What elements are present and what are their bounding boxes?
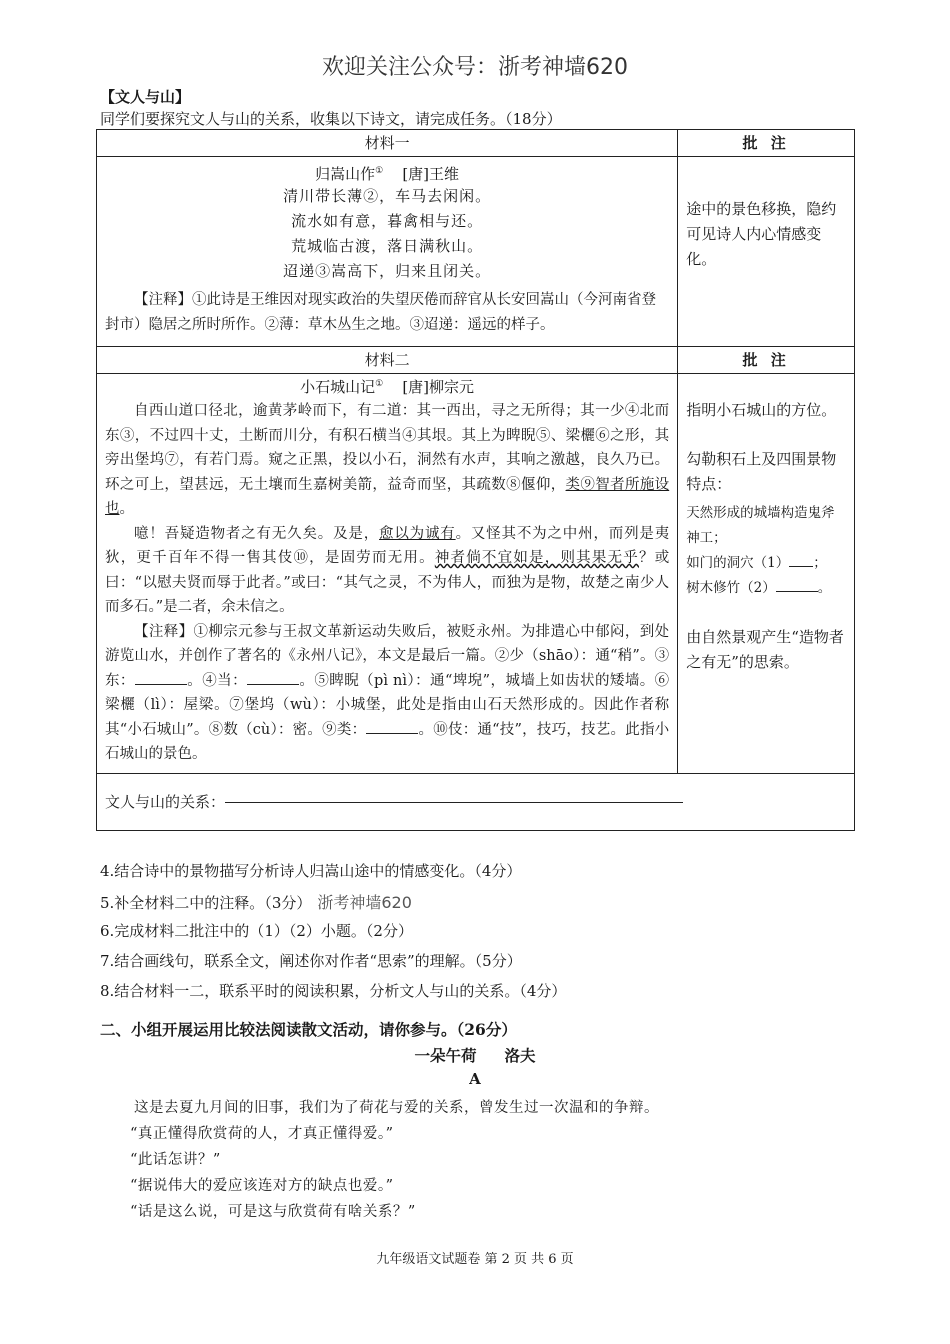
prose-p2-wavy: 神者倘不宜如是，则其果无乎 — [434, 550, 639, 566]
question-8: 8.结合材料一二，联系平时的阅读积累，分析文人与山的关系。（4分） — [100, 982, 567, 1000]
annotation-header-2: 批 注 — [678, 347, 855, 374]
note-blank-3[interactable] — [135, 670, 187, 685]
anno-features: 勾勒积石上及四围景物特点： — [686, 450, 837, 493]
anno-door-end: ； — [813, 555, 827, 571]
page-footer: 九年级语文试题卷 第 2 页 共 6 页 — [376, 1252, 574, 1267]
anno-door — [686, 551, 846, 576]
relation-answer-line[interactable] — [225, 802, 683, 803]
prose-paragraph-2 — [97, 522, 677, 620]
relation-line — [97, 774, 854, 830]
material2-annotation-cell — [678, 374, 855, 774]
anno-trees-end: 。 — [817, 580, 832, 596]
material1-cell — [97, 157, 678, 347]
anno-trees — [686, 576, 846, 601]
essay-line-3: “此话怎讲？” — [130, 1152, 221, 1168]
section-title: 【文人与山】 — [100, 88, 191, 106]
prose-title-mark: ① — [375, 379, 384, 389]
poem-line-1: 清川带长薄②，车马去闲闲。 — [283, 187, 492, 205]
prose-p1-end: 。 — [119, 501, 134, 517]
prose-p2-text-c: ？或曰：“以慰夫贤而辱于此者。”或曰：“其气之灵，不为伟人，而独为是物，故楚之南少人而多石。”是二者，余未信之。 — [105, 550, 670, 615]
essay-title: 一朵午荷 — [414, 1046, 477, 1065]
material1-header: 材料一 — [97, 130, 678, 157]
essay-line-4: “据说伟大的爱应该连对方的缺点也爱。” — [130, 1178, 394, 1194]
poem-line-4: 迢递③嵩高下，归来且闭关。 — [283, 262, 492, 280]
annotation-header-1: 批 注 — [678, 130, 855, 157]
prose-p2-text-b: 。又怪其不为之中州，而列是夷狄，更千百年不得一售其伎⑩，是固劳而无用。 — [105, 525, 670, 566]
material2-note — [97, 620, 677, 773]
essay-line-2: “真正懂得欣赏荷的人，才真正懂得爱。” — [130, 1126, 394, 1142]
intro-text: 同学们要探究文人与山的关系，收集以下诗文，请完成任务。（18分） — [100, 110, 562, 128]
material2-annotations — [678, 374, 854, 675]
anno-thought: 由自然景观产生“造物者之有无”的思索。 — [686, 628, 844, 671]
anno-location: 指明小石城山的方位。 — [686, 401, 837, 419]
prose-p1-text: 自西山道口径北，逾黄茅岭而下，有二道：其一西出，寻之无所得；其一少④北而东③，不过四十丈，土断而川分，有积石横当④其垠。其上为睥睨⑤、梁欐⑥之形，其旁出堡坞⑦，有若门焉。窥之正黑，投以小石，洞然有水声，其响之激越，良久乃已。环之可上，望甚远，无土壤而生嘉树美箭，益奇而坚，其疏数⑧偃仰， — [105, 403, 670, 493]
note2-a: 【注释】①柳宗元参与王叔文革新运动失败后，被贬永州。为排遣心中郁闷，到处游览山水，并创作了著名的《永州八记》，本文是最后一篇。②少（shāo）：通“稍”。③东： — [105, 623, 670, 689]
essay-title-line — [0, 1044, 950, 1066]
anno-wall: 天然形成的城墙构造鬼斧神工； — [686, 505, 835, 546]
material2-cell — [97, 374, 678, 774]
question-5 — [100, 890, 412, 913]
question-6: 6.完成材料二批注中的（1）（2）小题。（2分） — [100, 922, 413, 940]
poem-title: 归嵩山作 — [315, 165, 376, 183]
prose-title-line — [97, 376, 677, 397]
material1-annotation: 途中的景色移换，隐约可见诗人内心情感变化。 — [686, 200, 837, 268]
watermark-inline: 浙考神墙620 — [317, 893, 412, 912]
anno-blank-2[interactable] — [776, 577, 818, 592]
prose-author: [唐]柳宗元 — [402, 378, 475, 396]
essay-section-label: A — [469, 1070, 481, 1088]
prose-p2-text-a: 噫！吾疑造物者之有无久矣。及是， — [134, 525, 380, 542]
anno-trees-text: 树木修竹（2） — [686, 580, 776, 596]
anno-blank-1[interactable] — [789, 552, 813, 567]
note2-b: 。④当： — [186, 672, 247, 689]
prose-title: 小石城山记 — [300, 378, 376, 396]
note2-d: 。⑩伎：通“技”，技巧，技艺。此指小石城山的景色。 — [105, 721, 670, 762]
note-blank-9[interactable] — [366, 719, 418, 734]
anno-door-text: 如门的洞穴（1） — [686, 555, 790, 571]
question-5-text: 5.补全材料二中的注释。（3分） — [100, 894, 312, 912]
question-7: 7.结合画线句，联系全文，阐述你对作者“思索”的理解。（5分） — [100, 952, 522, 970]
poem-title-line — [97, 163, 677, 184]
note-blank-4[interactable] — [247, 670, 299, 685]
poem-line-3: 荒城临古渡，落日满秋山。 — [291, 237, 484, 255]
poem-author: [唐]王维 — [402, 165, 460, 183]
material1-note: 【注释】①此诗是王维因对现实政治的失望厌倦而辞官从长安回嵩山（今河南省登封市）隐居之所时所作。②薄：草木丛生之地。③迢递：遥远的样子。 — [105, 292, 656, 333]
part2-heading: 二、小组开展运用比较法阅读散文活动，请你参与。（26分） — [100, 1020, 517, 1039]
materials-table — [96, 129, 855, 831]
relation-cell — [97, 773, 855, 830]
note2-c: 。⑤睥睨（pì nì）：通“埤堄”，城墙上如齿状的矮墙。⑥梁欐（lì）：屋梁。⑦堡坞（wù）：小城堡，此处是指由山石天然形成的。因此作者称其“小石城山”。⑧数（cù）：密。⑨类： — [105, 672, 670, 738]
essay-line-5: “话是这么说，可是这与欣赏荷有啥关系？” — [130, 1204, 416, 1220]
relation-label: 文人与山的关系： — [105, 792, 226, 811]
watermark-top: 欢迎关注公众号：浙考神墙620 — [322, 55, 628, 80]
poem-line-2: 流水如有意，暮禽相与还。 — [291, 212, 484, 230]
poem-title-mark: ① — [375, 166, 384, 176]
prose-p1-underlined: 类⑨智者所施设也 — [105, 476, 670, 517]
prose-paragraph-1 — [97, 399, 677, 522]
question-4: 4.结合诗中的景物描写分析诗人归嵩山途中的情感变化。（4分） — [100, 862, 522, 880]
material1-annotation-cell — [678, 157, 855, 347]
essay-author: 洛夫 — [504, 1046, 536, 1065]
material2-header: 材料二 — [97, 347, 678, 374]
essay-line-1: 这是去夏九月间的旧事，我们为了荷花与爱的关系，曾发生过一次温和的争辩。 — [134, 1100, 659, 1116]
prose-p2-underlined: 愈以为诚有 — [379, 525, 456, 542]
